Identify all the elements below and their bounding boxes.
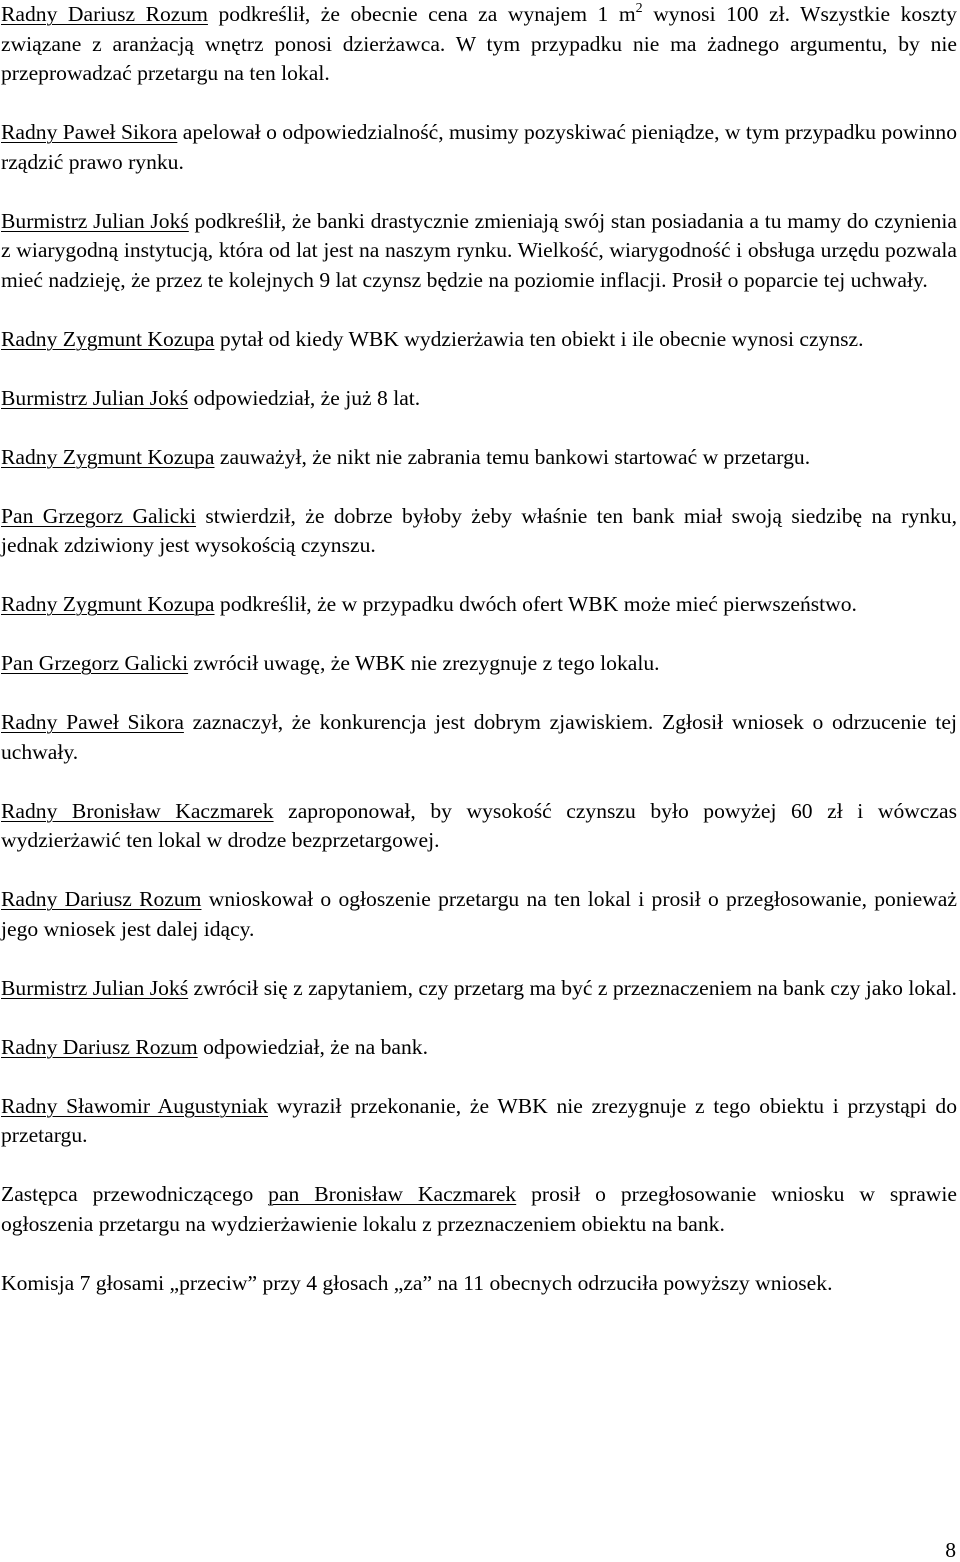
paragraph-text: zaproponował, by wysokość czynszu było powyżej 60 zł i wówczas wydzierżawić ten lokal w drodze bezprzetargowej. (1, 798, 957, 852)
paragraph-sikora-motion (1, 708, 957, 767)
paragraph-text: podkreślił, że w przypadku dwóch ofert WBK może mieć pierwszeństwo. (214, 592, 857, 616)
speaker-name: Burmistrz Julian Jokś (1, 385, 189, 410)
paragraph-text: podkreślił, że obecnie cena za wynajem 1 m (207, 2, 636, 26)
page-number: 8 (945, 1538, 956, 1562)
paragraph-joks-answer (1, 384, 957, 414)
paragraph-rozum-price (1, 0, 957, 89)
paragraph-sikora-appeal (1, 118, 957, 177)
paragraph-kaczmarek-proposal (1, 797, 957, 856)
speaker-name: Radny Sławomir Augustyniak (1, 1093, 268, 1118)
paragraph-text: stwierdził, że dobrze byłoby żeby właśnie ten bank miał swoją siedzibę na rynku, jednak zdziwiony jest wysokością czynszu. (1, 503, 957, 557)
paragraph-galicki-remark (1, 649, 957, 679)
speaker-name: Pan Grzegorz Galicki (1, 503, 197, 528)
speaker-name: Radny Paweł Sikora (1, 710, 184, 734)
paragraph-augustyniak-opinion (1, 1092, 957, 1151)
paragraph-prefix: Zastępca przewodniczącego (1, 1182, 269, 1206)
paragraph-text: zaznaczył, że konkurencja jest dobrym zjawiskiem. Zgłosił wniosek o odrzucenie tej uchwały. (1, 710, 957, 764)
paragraph-text: apelował o odpowiedzialność, musimy pozyskiwać pieniądze, w tym przypadku powinno rządzić prawo rynku. (1, 120, 957, 174)
speaker-name: Radny Dariusz Rozum (1, 2, 208, 26)
document-page (1, 0, 957, 1328)
paragraph-vote-request (1, 1180, 957, 1239)
paragraph-rozum-motion (1, 885, 957, 944)
paragraph-joks-banks (1, 207, 957, 296)
speaker-name: Radny Dariusz Rozum (1, 1034, 198, 1059)
speaker-name: Radny Paweł Sikora (1, 120, 178, 144)
speaker-name: Radny Zygmunt Kozupa (1, 444, 215, 469)
paragraph-text: zauważył, że nikt nie zabrania temu bankowi startować w przetargu. (214, 444, 811, 469)
speaker-name: Burmistrz Julian Jokś (1, 975, 189, 1000)
paragraph-text: podkreślił, że banki drastycznie zmieniają swój stan posiadania a tu mamy do czynienia z wiarygodną instytucją, która od lat jest na naszym rynku. Wielkość, wiarygodność i obsługa urzędu pozwala mieć nadzieję, że przez te kolejnych 9 lat czynsz będzie na poziomie inflacji. Prosił o poparcie tej uchwały. (1, 208, 957, 292)
paragraph-text: wnioskował o ogłoszenie przetargu na ten lokal i prosił o przegłosowanie, ponieważ jego wniosek jest dalej idący. (1, 887, 957, 941)
paragraph-text: odpowiedział, że już 8 lat. (188, 385, 421, 410)
paragraph-rozum-answer (1, 1033, 957, 1063)
speaker-name: Pan Grzegorz Galicki (1, 651, 189, 675)
speaker-name: Radny Zygmunt Kozupa (1, 326, 215, 351)
paragraph-text: pytał od kiedy WBK wydzierżawia ten obiekt i ile obecnie wynosi czynsz. (214, 326, 864, 351)
speaker-name: Burmistrz Julian Jokś (1, 208, 189, 233)
speaker-name: Radny Dariusz Rozum (1, 887, 202, 911)
superscript: 2 (635, 1, 643, 16)
paragraph-joks-question (1, 974, 957, 1004)
paragraph-text: Komisja 7 głosami „przeciw” przy 4 głosach „za” na 11 obecnych odrzuciła powyższy wniosek. (1, 1270, 833, 1295)
paragraph-text: wynosi 100 zł. Wszystkie koszty związane z aranżacją wnętrz ponosi dzierżawca. W tym przypadku nie ma żadnego argumentu, by nie przeprowadzać przetargu na ten lokal. (1, 2, 957, 85)
paragraph-text: zwrócił się z zapytaniem, czy przetarg ma być z przeznaczeniem na bank czy jako lokal. (188, 975, 957, 1000)
speaker-name: Radny Bronisław Kaczmarek (1, 798, 274, 823)
paragraph-text: wyraził przekonanie, że WBK nie zrezygnuje z tego obiektu i przystąpi do przetargu. (1, 1093, 957, 1147)
paragraph-kozupa-priority (1, 590, 957, 620)
paragraph-kozupa-question (1, 325, 957, 355)
speaker-name: pan Bronisław Kaczmarek (268, 1182, 517, 1206)
paragraph-galicki-statement (1, 502, 957, 561)
paragraph-kozupa-tender (1, 443, 957, 473)
paragraph-text: prosił o przegłosowanie wniosku w sprawie ogłoszenia przetargu na wydzierżawienie lokalu z przeznaczeniem obiektu na bank. (1, 1182, 957, 1236)
paragraph-text: zwrócił uwagę, że WBK nie zrezygnuje z tego lokalu. (188, 651, 660, 675)
paragraph-text: odpowiedział, że na bank. (197, 1034, 428, 1059)
speaker-name: Radny Zygmunt Kozupa (1, 592, 215, 616)
paragraph-vote-result (1, 1269, 957, 1299)
